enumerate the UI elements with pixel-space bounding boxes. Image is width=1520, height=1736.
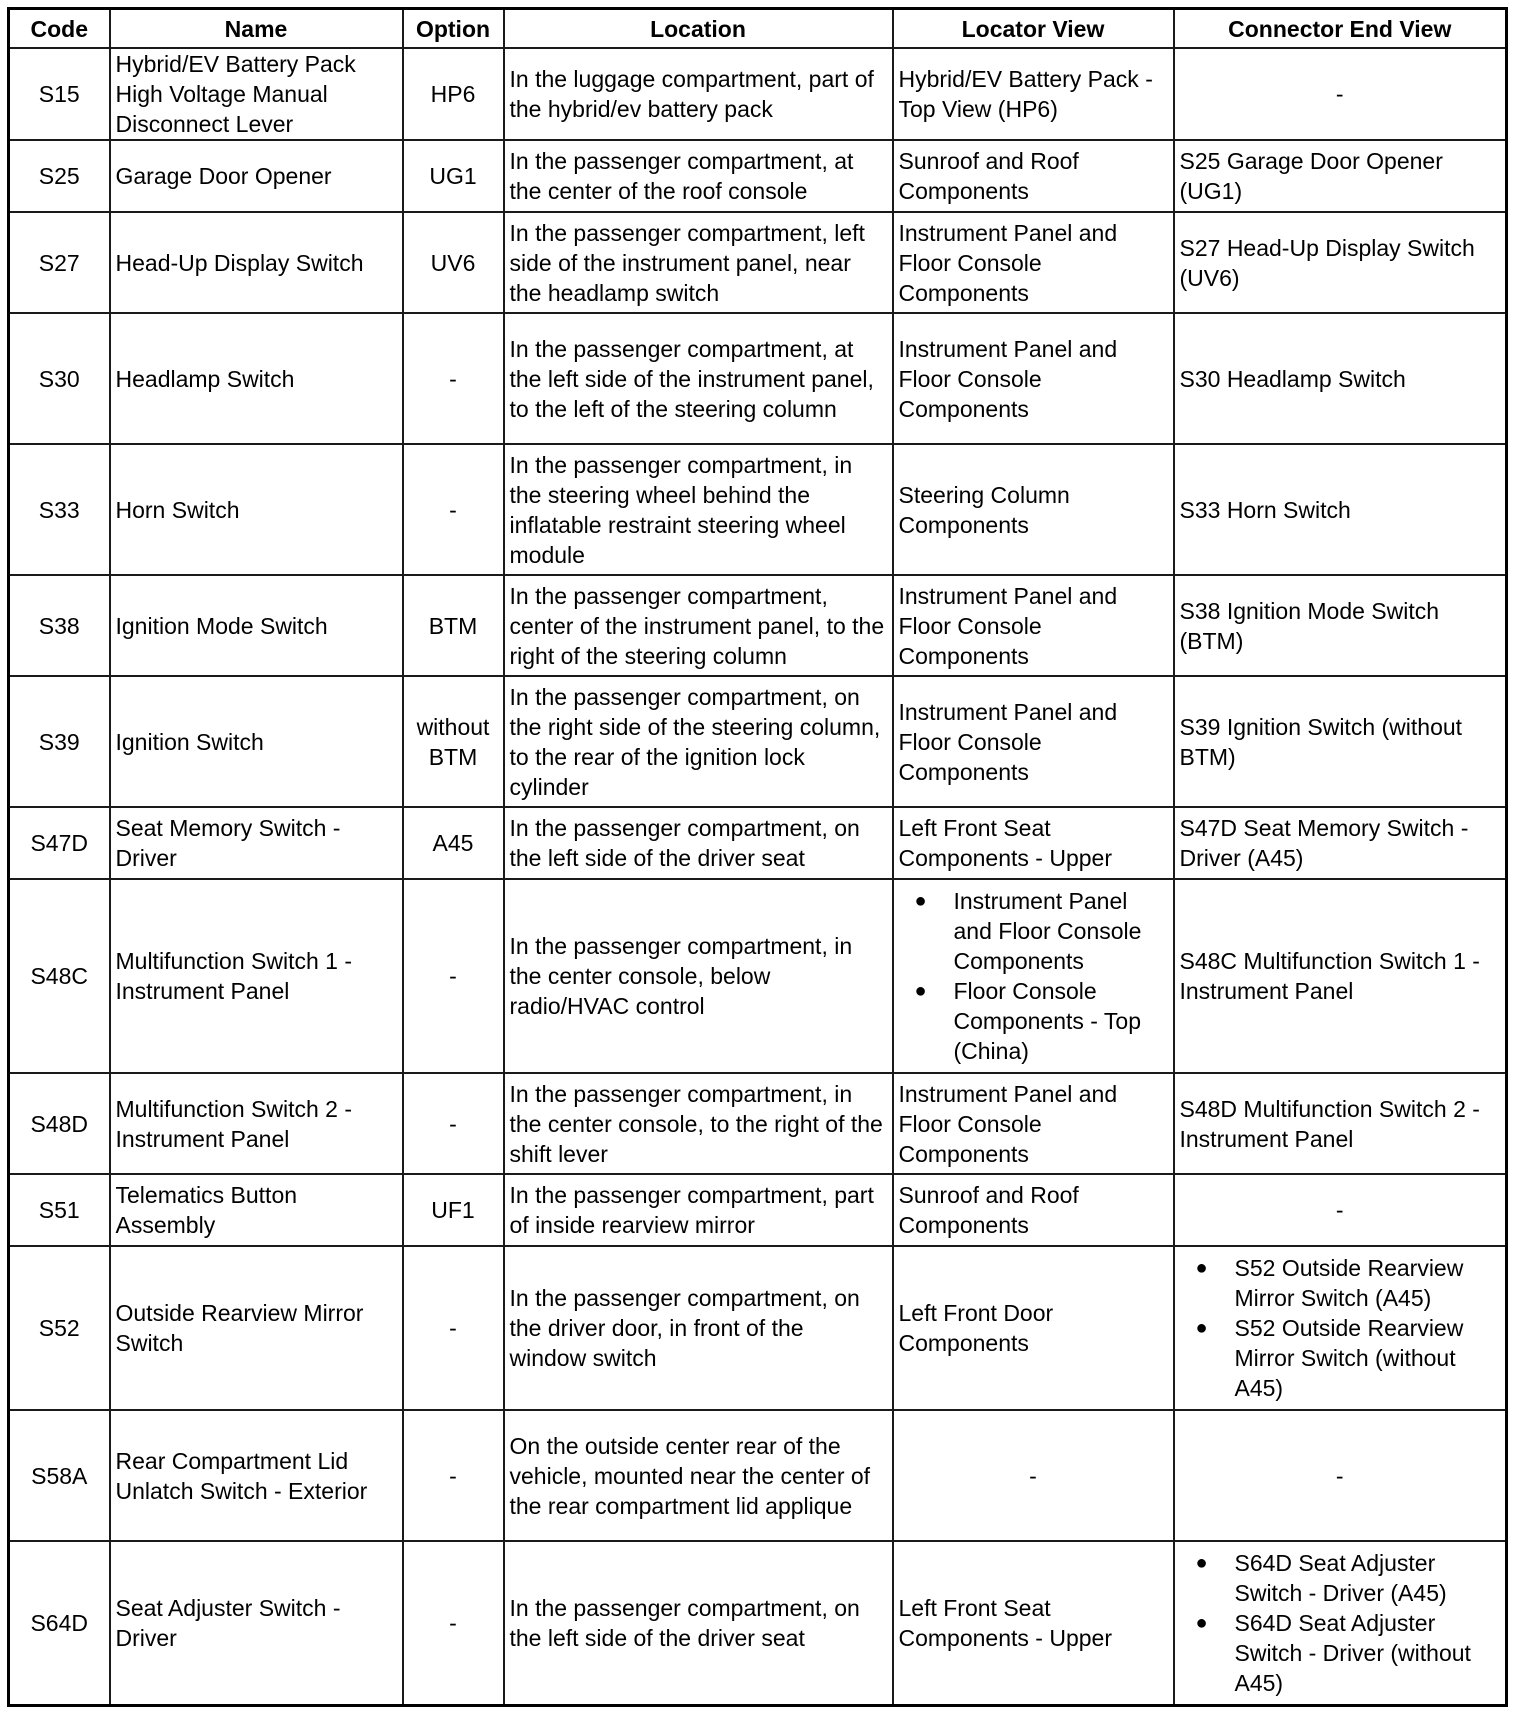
bullet-item: ● S64D Seat Adjuster Switch - Driver (A45) bbox=[1180, 1548, 1501, 1608]
header-code: Code bbox=[9, 9, 110, 49]
cell-name: Seat Adjuster Switch - Driver bbox=[110, 1541, 403, 1705]
cell-option: - bbox=[403, 1246, 504, 1410]
table-row bbox=[9, 444, 1507, 575]
cell-location: In the passenger compartment, on the right side of the steering column, to the rear of the ignition lock cylinder bbox=[504, 676, 893, 807]
bullet-list bbox=[899, 886, 1168, 1066]
cell-connector-end-view: S39 Ignition Switch (without BTM) bbox=[1174, 676, 1507, 807]
cell-code: S39 bbox=[9, 676, 110, 807]
cell-option: UV6 bbox=[403, 212, 504, 313]
cell-location: In the passenger compartment, on the driver door, in front of the window switch bbox=[504, 1246, 893, 1410]
cell-code: S52 bbox=[9, 1246, 110, 1410]
connector-table-container bbox=[7, 7, 1505, 1707]
header-name: Name bbox=[110, 9, 403, 49]
header-connector-end-view: Connector End View bbox=[1174, 9, 1507, 49]
cell-locator-view: Left Front Seat Components - Upper bbox=[893, 1541, 1174, 1705]
bullet-item: ● Instrument Panel and Floor Console Components bbox=[899, 886, 1168, 976]
cell-locator-view: - bbox=[893, 1410, 1174, 1541]
table-row bbox=[9, 807, 1507, 879]
cell-location: In the passenger compartment, at the left side of the instrument panel, to the left of the steering column bbox=[504, 313, 893, 444]
cell-code: S64D bbox=[9, 1541, 110, 1705]
table-row bbox=[9, 1541, 1507, 1705]
table-row bbox=[9, 140, 1507, 212]
cell-code: S27 bbox=[9, 212, 110, 313]
table-row bbox=[9, 575, 1507, 676]
header-location: Location bbox=[504, 9, 893, 49]
cell-option: A45 bbox=[403, 807, 504, 879]
bullet-item: ● Floor Console Components - Top (China) bbox=[899, 976, 1168, 1066]
cell-connector-end-view: S38 Ignition Mode Switch (BTM) bbox=[1174, 575, 1507, 676]
cell-locator-view: Steering Column Components bbox=[893, 444, 1174, 575]
cell-locator-view: Hybrid/EV Battery Pack - Top View (HP6) bbox=[893, 48, 1174, 140]
cell-name: Multifunction Switch 1 - Instrument Panel bbox=[110, 879, 403, 1073]
cell-locator-view: Instrument Panel and Floor Console Components bbox=[893, 676, 1174, 807]
bullet-list bbox=[1180, 1253, 1501, 1403]
cell-name: Multifunction Switch 2 - Instrument Panel bbox=[110, 1073, 403, 1174]
cell-location: In the passenger compartment, on the left side of the driver seat bbox=[504, 1541, 893, 1705]
cell-locator-view: Instrument Panel and Floor Console Components bbox=[893, 313, 1174, 444]
cell-locator-view: Sunroof and Roof Components bbox=[893, 1174, 1174, 1246]
table-row bbox=[9, 1246, 1507, 1410]
cell-code: S48C bbox=[9, 879, 110, 1073]
table-body bbox=[9, 48, 1507, 1705]
cell-option: UG1 bbox=[403, 140, 504, 212]
cell-location: In the passenger compartment, in the center console, below radio/HVAC control bbox=[504, 879, 893, 1073]
cell-option: - bbox=[403, 444, 504, 575]
table-row bbox=[9, 1073, 1507, 1174]
cell-locator-view: Left Front Seat Components - Upper bbox=[893, 807, 1174, 879]
cell-location: In the passenger compartment, part of inside rearview mirror bbox=[504, 1174, 893, 1246]
cell-code: S58A bbox=[9, 1410, 110, 1541]
cell-location: In the passenger compartment, left side of the instrument panel, near the headlamp switch bbox=[504, 212, 893, 313]
cell-location: In the passenger compartment, in the center console, to the right of the shift lever bbox=[504, 1073, 893, 1174]
table-row bbox=[9, 676, 1507, 807]
cell-connector-end-view: S48C Multifunction Switch 1 - Instrument Panel bbox=[1174, 879, 1507, 1073]
cell-locator-view: Left Front Door Components bbox=[893, 1246, 1174, 1410]
bullet-list bbox=[1180, 1548, 1501, 1698]
cell-name: Ignition Switch bbox=[110, 676, 403, 807]
cell-name: Head-Up Display Switch bbox=[110, 212, 403, 313]
cell-name: Hybrid/EV Battery Pack High Voltage Manual Disconnect Lever bbox=[110, 48, 403, 140]
table-row bbox=[9, 1410, 1507, 1541]
cell-name: Horn Switch bbox=[110, 444, 403, 575]
cell-name: Outside Rearview Mirror Switch bbox=[110, 1246, 403, 1410]
cell-connector-end-view: - bbox=[1174, 48, 1507, 140]
cell-name: Telematics Button Assembly bbox=[110, 1174, 403, 1246]
cell-option: BTM bbox=[403, 575, 504, 676]
header-option: Option bbox=[403, 9, 504, 49]
table-row bbox=[9, 212, 1507, 313]
cell-connector-end-view: S33 Horn Switch bbox=[1174, 444, 1507, 575]
cell-connector-end-view: - bbox=[1174, 1174, 1507, 1246]
cell-option: without BTM bbox=[403, 676, 504, 807]
cell-code: S51 bbox=[9, 1174, 110, 1246]
cell-option: - bbox=[403, 313, 504, 444]
cell-connector-end-view: S25 Garage Door Opener (UG1) bbox=[1174, 140, 1507, 212]
cell-code: S38 bbox=[9, 575, 110, 676]
cell-code: S30 bbox=[9, 313, 110, 444]
cell-location: In the passenger compartment, center of the instrument panel, to the right of the steering column bbox=[504, 575, 893, 676]
cell-code: S48D bbox=[9, 1073, 110, 1174]
table-row bbox=[9, 1174, 1507, 1246]
cell-code: S33 bbox=[9, 444, 110, 575]
cell-option: UF1 bbox=[403, 1174, 504, 1246]
cell-connector-end-view bbox=[1174, 1541, 1507, 1705]
cell-name: Garage Door Opener bbox=[110, 140, 403, 212]
table-row bbox=[9, 879, 1507, 1073]
cell-option: - bbox=[403, 879, 504, 1073]
bullet-item: ● S64D Seat Adjuster Switch - Driver (without A45) bbox=[1180, 1608, 1501, 1698]
cell-connector-end-view bbox=[1174, 1246, 1507, 1410]
cell-option: - bbox=[403, 1410, 504, 1541]
cell-name: Headlamp Switch bbox=[110, 313, 403, 444]
cell-name: Ignition Mode Switch bbox=[110, 575, 403, 676]
table-row bbox=[9, 48, 1507, 140]
cell-locator-view bbox=[893, 879, 1174, 1073]
cell-connector-end-view: S48D Multifunction Switch 2 - Instrument Panel bbox=[1174, 1073, 1507, 1174]
cell-code: S25 bbox=[9, 140, 110, 212]
bullet-item: ● S52 Outside Rearview Mirror Switch (without A45) bbox=[1180, 1313, 1501, 1403]
cell-name: Seat Memory Switch - Driver bbox=[110, 807, 403, 879]
cell-option: - bbox=[403, 1541, 504, 1705]
cell-connector-end-view: - bbox=[1174, 1410, 1507, 1541]
table-row bbox=[9, 313, 1507, 444]
table-header-row bbox=[9, 9, 1507, 49]
cell-name: Rear Compartment Lid Unlatch Switch - Exterior bbox=[110, 1410, 403, 1541]
cell-option: - bbox=[403, 1073, 504, 1174]
cell-location: In the passenger compartment, on the left side of the driver seat bbox=[504, 807, 893, 879]
cell-connector-end-view: S47D Seat Memory Switch - Driver (A45) bbox=[1174, 807, 1507, 879]
cell-locator-view: Instrument Panel and Floor Console Components bbox=[893, 212, 1174, 313]
cell-location: In the passenger compartment, at the center of the roof console bbox=[504, 140, 893, 212]
cell-option: HP6 bbox=[403, 48, 504, 140]
cell-locator-view: Sunroof and Roof Components bbox=[893, 140, 1174, 212]
cell-code: S15 bbox=[9, 48, 110, 140]
cell-connector-end-view: S30 Headlamp Switch bbox=[1174, 313, 1507, 444]
cell-location: In the passenger compartment, in the steering wheel behind the inflatable restraint steering wheel module bbox=[504, 444, 893, 575]
cell-code: S47D bbox=[9, 807, 110, 879]
cell-connector-end-view: S27 Head-Up Display Switch (UV6) bbox=[1174, 212, 1507, 313]
cell-location: In the luggage compartment, part of the hybrid/ev battery pack bbox=[504, 48, 893, 140]
cell-locator-view: Instrument Panel and Floor Console Components bbox=[893, 1073, 1174, 1174]
cell-locator-view: Instrument Panel and Floor Console Components bbox=[893, 575, 1174, 676]
cell-location: On the outside center rear of the vehicle, mounted near the center of the rear compartment lid applique bbox=[504, 1410, 893, 1541]
bullet-item: ● S52 Outside Rearview Mirror Switch (A45) bbox=[1180, 1253, 1501, 1313]
connector-table bbox=[7, 7, 1508, 1707]
header-locator-view: Locator View bbox=[893, 9, 1174, 49]
